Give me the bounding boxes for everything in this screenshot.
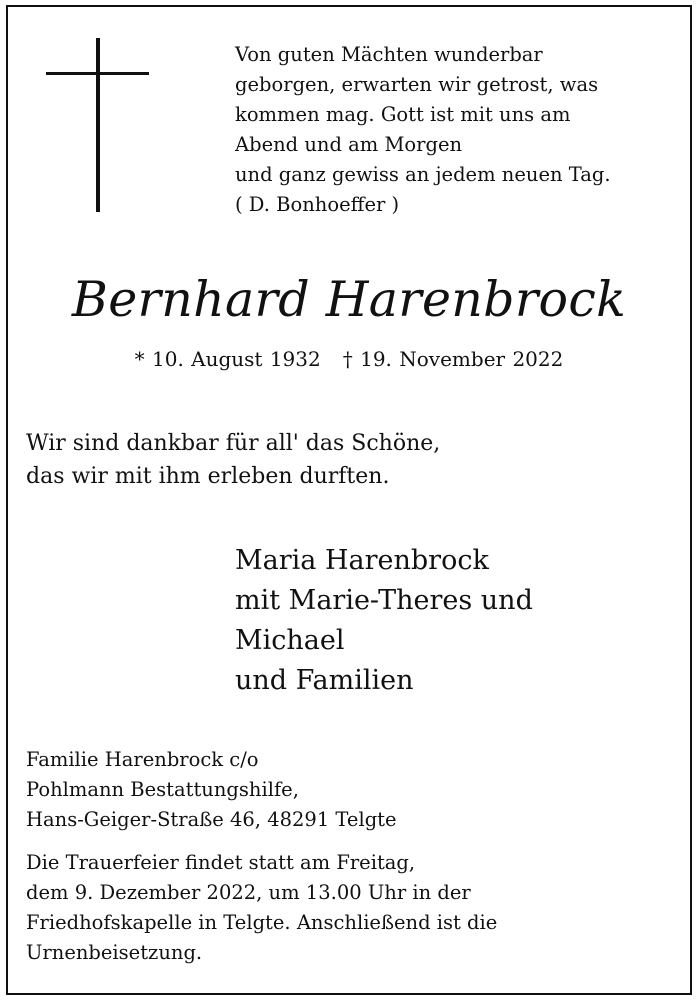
mourner-line: mit Marie-Theres und bbox=[235, 585, 533, 616]
thanks-line: Wir sind dankbar für all' das Schöne, bbox=[26, 431, 441, 456]
funeral-line: Urnenbeisetzung. bbox=[26, 941, 203, 964]
cross-vertical-bar bbox=[96, 38, 100, 212]
quote-line: Abend und am Morgen bbox=[235, 133, 463, 156]
bonhoeffer-quote bbox=[235, 40, 611, 220]
funeral-line: Die Trauerfeier findet statt am Freitag, bbox=[26, 851, 416, 874]
mourners-list bbox=[235, 541, 533, 701]
address-line: Familie Harenbrock c/o bbox=[26, 748, 259, 771]
quote-line: geborgen, erwarten wir getrost, was bbox=[235, 73, 599, 96]
deceased-name: Bernhard Harenbrock bbox=[71, 271, 627, 328]
address-line: Pohlmann Bestattungshilfe, bbox=[26, 778, 299, 801]
thanks-text bbox=[26, 427, 440, 493]
thanks-line: das wir mit ihm erleben durften. bbox=[26, 464, 390, 489]
funeral-line: dem 9. Dezember 2022, um 13.00 Uhr in der bbox=[26, 881, 471, 904]
birth-date: * 10. August 1932 bbox=[134, 347, 321, 371]
mourner-line: Michael bbox=[235, 625, 345, 656]
funeral-line: Friedhofskapelle in Telgte. Anschließend ist die bbox=[26, 911, 498, 934]
quote-line: kommen mag. Gott ist mit uns am bbox=[235, 103, 571, 126]
death-date: † 19. November 2022 bbox=[342, 347, 564, 371]
quote-line: und ganz gewiss an jedem neuen Tag. bbox=[235, 163, 611, 186]
cross-horizontal-bar bbox=[46, 72, 149, 75]
quote-line: Von guten Mächten wunderbar bbox=[235, 43, 543, 66]
life-dates bbox=[0, 345, 698, 373]
address-line: Hans-Geiger-Straße 46, 48291 Telgte bbox=[26, 808, 397, 831]
quote-attribution: ( D. Bonhoeffer ) bbox=[235, 193, 400, 216]
contact-address bbox=[26, 745, 397, 835]
mourner-line: und Familien bbox=[235, 665, 414, 696]
funeral-notice bbox=[26, 848, 497, 968]
mourner-line: Maria Harenbrock bbox=[235, 545, 489, 576]
